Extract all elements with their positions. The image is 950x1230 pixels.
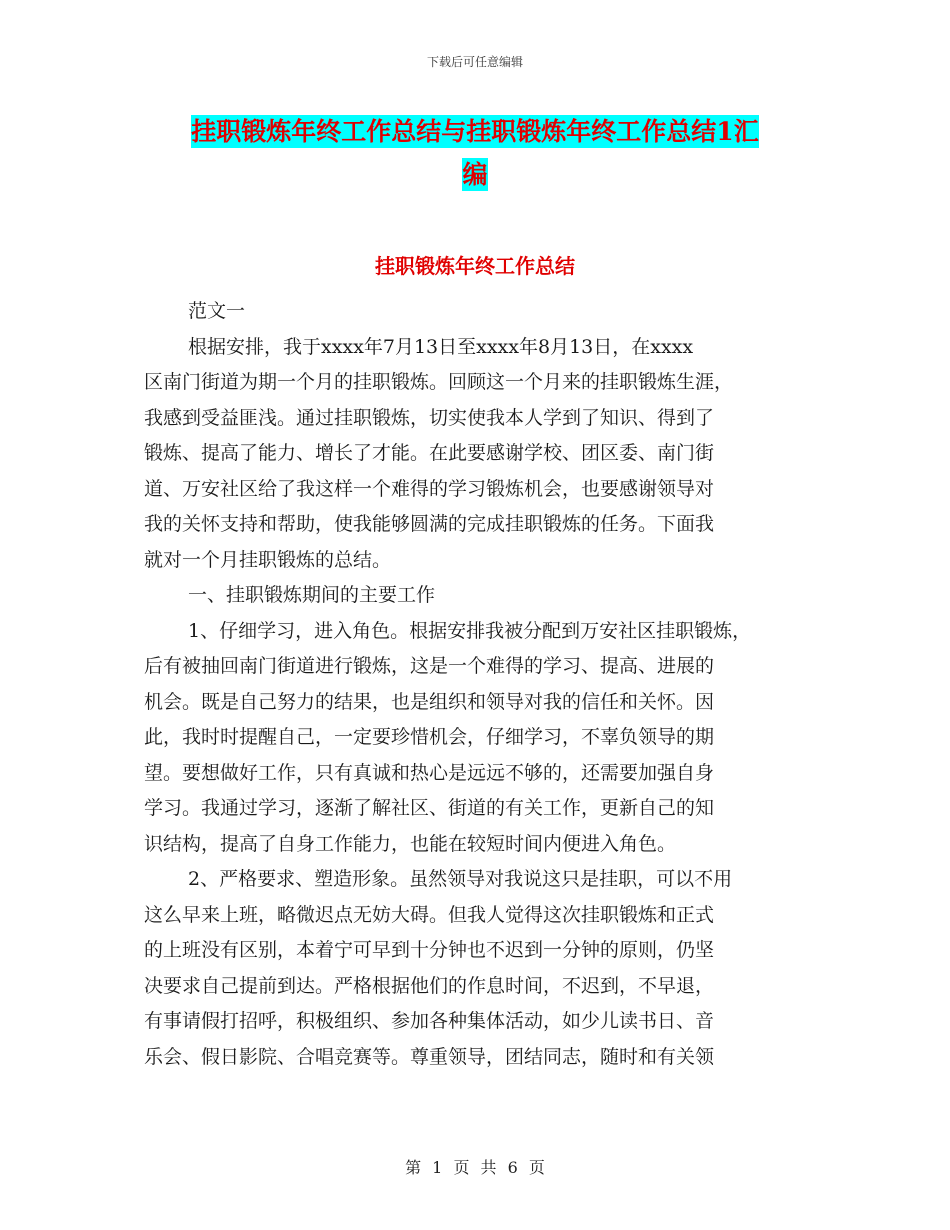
document-title-line1: 挂职锻炼年终工作总结与挂职锻炼年终工作总结1汇 — [191, 117, 759, 146]
document-title-line2: 编 — [462, 160, 488, 189]
body-line: 学习。我通过学习，逐渐了解社区、街道的有关工作，更新自己的知 — [144, 797, 715, 819]
body-line: 锻炼、提高了能力、增长了才能。在此要感谢学校、团区委、南门街 — [144, 442, 715, 464]
document-title-continued — [0, 160, 950, 190]
body-line: 后有被抽回南门街道进行锻炼，这是一个难得的学习、提高、进展的 — [144, 655, 715, 677]
body-line: 一、挂职锻炼期间的主要工作 — [188, 584, 436, 606]
body-line: 我的关怀支持和帮助，使我能够圆满的完成挂职锻炼的任务。下面我 — [144, 513, 715, 535]
body-line: 识结构，提高了自身工作能力，也能在较短时间内便进入角色。 — [144, 832, 677, 855]
body-line: 望。要想做好工作，只有真诚和热心是远远不够的，还需要加强自身 — [144, 761, 715, 784]
body-line: 这么早来上班，略微迟点无妨大碍。但我人觉得这次挂职锻炼和正式 — [144, 903, 715, 926]
body-line: 就对一个月挂职锻炼的总结。 — [144, 548, 392, 571]
body-line: 决要求自己提前到达。严格根据他们的作息时间，不迟到，不早退， — [144, 974, 715, 997]
document-body — [144, 294, 824, 1075]
page-footer: 第 1 页 共 6 页 — [405, 1158, 545, 1177]
header-note: 下载后可任意编辑 — [426, 55, 523, 69]
body-line: 有事请假打招呼，积极组织、参加各种集体活动，如少儿读书日、音 — [144, 1010, 715, 1032]
body-line: 我感到受益匪浅。通过挂职锻炼，切实使我本人学到了知识、得到了 — [144, 406, 715, 429]
body-line: 的上班没有区别，本着宁可早到十分钟也不迟到一分钟的原则，仍坚 — [144, 939, 715, 961]
body-line: 道、万安社区给了我这样一个难得的学习锻炼机会，也要感谢领导对 — [144, 477, 715, 500]
section-title: 挂职锻炼年终工作总结 — [375, 254, 575, 278]
document-title — [0, 117, 950, 147]
body-line: 2、严格要求、塑造形象。虽然领导对我说这只是挂职，可以不用 — [188, 868, 733, 890]
body-line: 机会。既是自己努力的结果，也是组织和领导对我的信任和关怀。因 — [144, 690, 715, 713]
body-line: 此，我时时提醒自己，一定要珍惜机会，仔细学习，不辜负领导的期 — [144, 726, 715, 748]
body-line: 1、仔细学习，进入角色。根据安排我被分配到万安社区挂职锻炼， — [188, 619, 752, 642]
body-line: 乐会、假日影院、合唱竞赛等。尊重领导，团结同志，随时和有关领 — [144, 1045, 715, 1068]
body-line: 根据安排，我于xxxx年7月13日至xxxx年8月13日，在xxxx — [188, 335, 694, 358]
body-line: 范文一 — [188, 300, 246, 322]
body-line: 区南门街道为期一个月的挂职锻炼。回顾这一个月来的挂职锻炼生涯， — [144, 371, 734, 393]
